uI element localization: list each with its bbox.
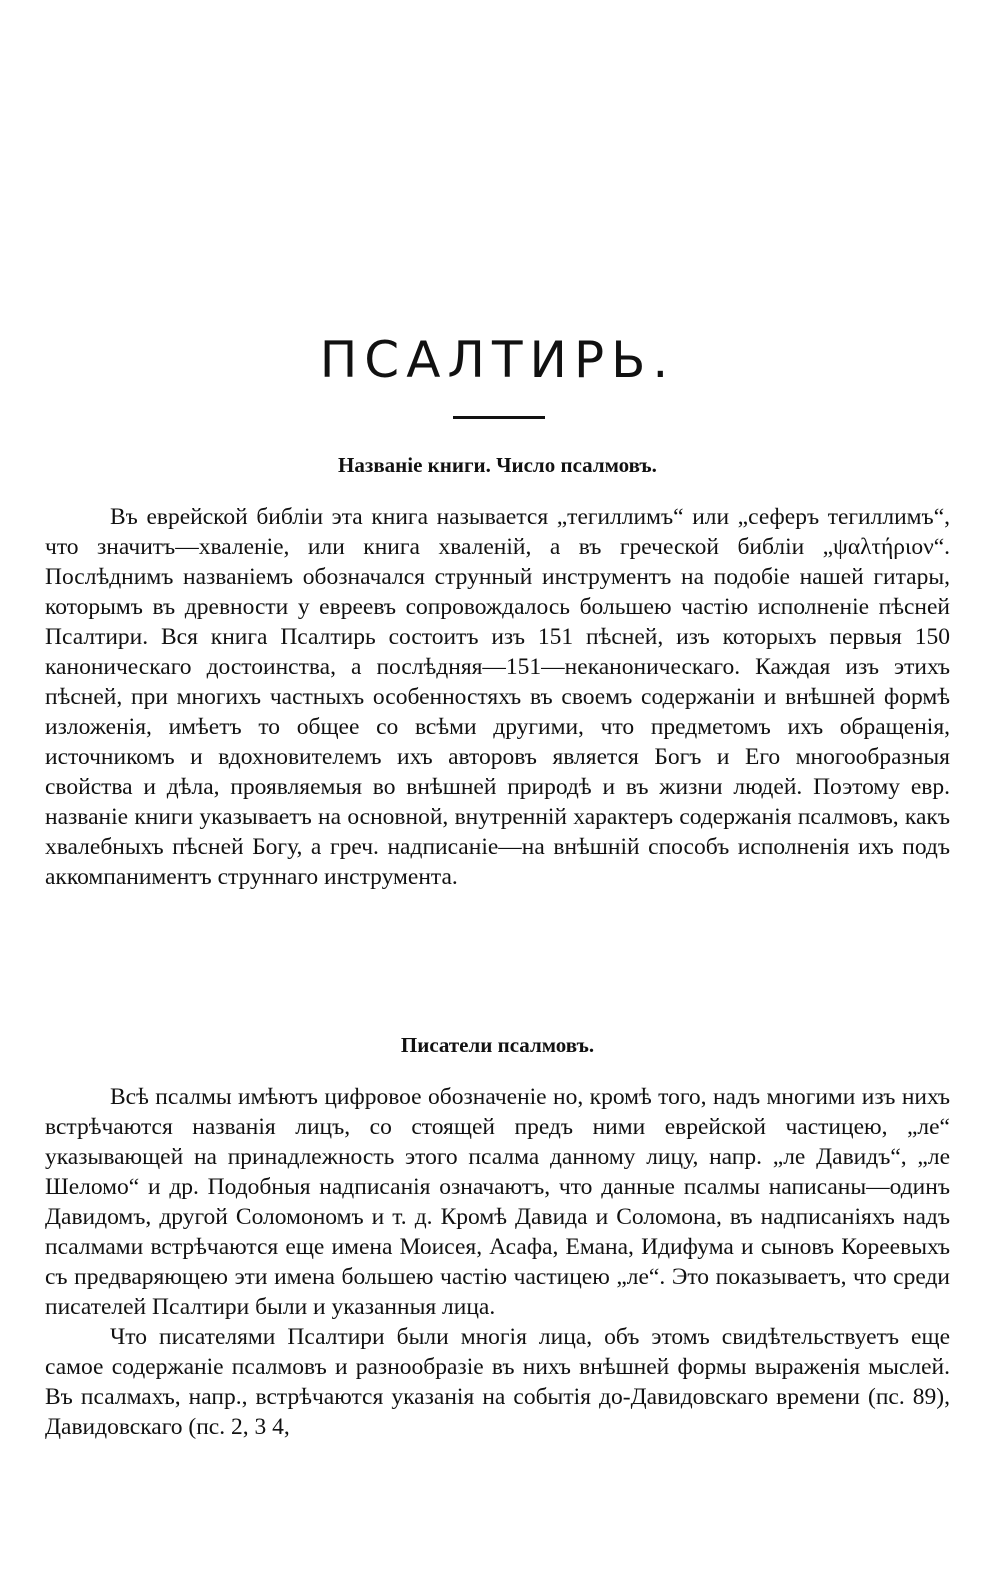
title-divider bbox=[453, 416, 545, 419]
page-title: ПСАЛТИРЬ. bbox=[319, 331, 676, 389]
paragraph: Всѣ псалмы имѣютъ цифровое обозначеніе но, кромѣ того, надъ многими изъ нихъ встрѣчаются названія лицъ, со стоящей предъ ними еврейской частицею, „ле“ указывающей на принадлежность этого псалма данному лицу, напр. „ле Давидъ“, „ле Шеломо“ и др. Подобныя надписанія означаютъ, что данные псалмы написаны—одинъ Давидомъ, другой Соломономъ и т. д. Кромѣ Давида и Соломона, въ надписаніяхъ надъ псалмами встрѣчаются еще имена Моисея, Асафа, Емана, Идифума и сыновъ Кореевыхъ съ предваряющею эти имена большею частію частицею „ле“. Это показываетъ, что среди писателей Псалтири были и указанныя лица. bbox=[45, 1084, 950, 1320]
section-authors bbox=[45, 1082, 950, 1442]
section-title-and-count bbox=[45, 502, 950, 892]
paragraph: Въ еврейской библіи эта книга называется „тегиллимъ“ или „сеферъ тегиллимъ“, что значитъ—хваленіе, или книга хваленій, а въ греческой библіи „ψαλτήριον“. Послѣднимъ названіемъ обозначался струнный инструментъ на подобіе нашей гитары, которымъ въ древности у евреевъ сопровождалось большею частію исполненіе пѣсней Псалтири. Вся книга Псалтирь состоитъ изъ 151 пѣсней, изъ которыхъ первыя 150 каноническаго достоинства, а послѣдняя—151—неканоническаго. Каждая изъ этихъ пѣсней, при многихъ частныхъ особенностяхъ въ своемъ содержаніи и внѣшней формѣ изложенія, имѣетъ то общее со всѣми другими, что предметомъ ихъ обращенія, источникомъ и вдохновителемъ ихъ авторовъ является Богъ и Его многообразныя свойства и дѣла, проявляемыя во внѣшней природѣ и въ жизни людей. Поэтому евр. названіе книги указываетъ на основной, внутренній характеръ содержанія псалмовъ, какъ хвалебныхъ пѣсней Богу, а греч. надписаніе—на внѣшній способъ исполненія ихъ подъ аккомпаниментъ струннаго инструмента. bbox=[45, 504, 950, 890]
section-heading-title-and-count: Названіе книги. Число псалмовъ. bbox=[338, 453, 657, 477]
document-page bbox=[45, 0, 950, 1587]
section-heading-authors: Писатели псалмовъ. bbox=[400, 1033, 595, 1057]
paragraph: Что писателями Псалтири были многія лица, объ этомъ свидѣтельствуетъ еще самое содержаніе псалмовъ и разнообразіе въ нихъ внѣшней формы выраженія мыслей. Въ псалмахъ, напр., встрѣчаются указанія на событія до-Давидовскаго времени (пс. 89), Давидовскаго (пс. 2, 3 4, bbox=[45, 1324, 950, 1440]
